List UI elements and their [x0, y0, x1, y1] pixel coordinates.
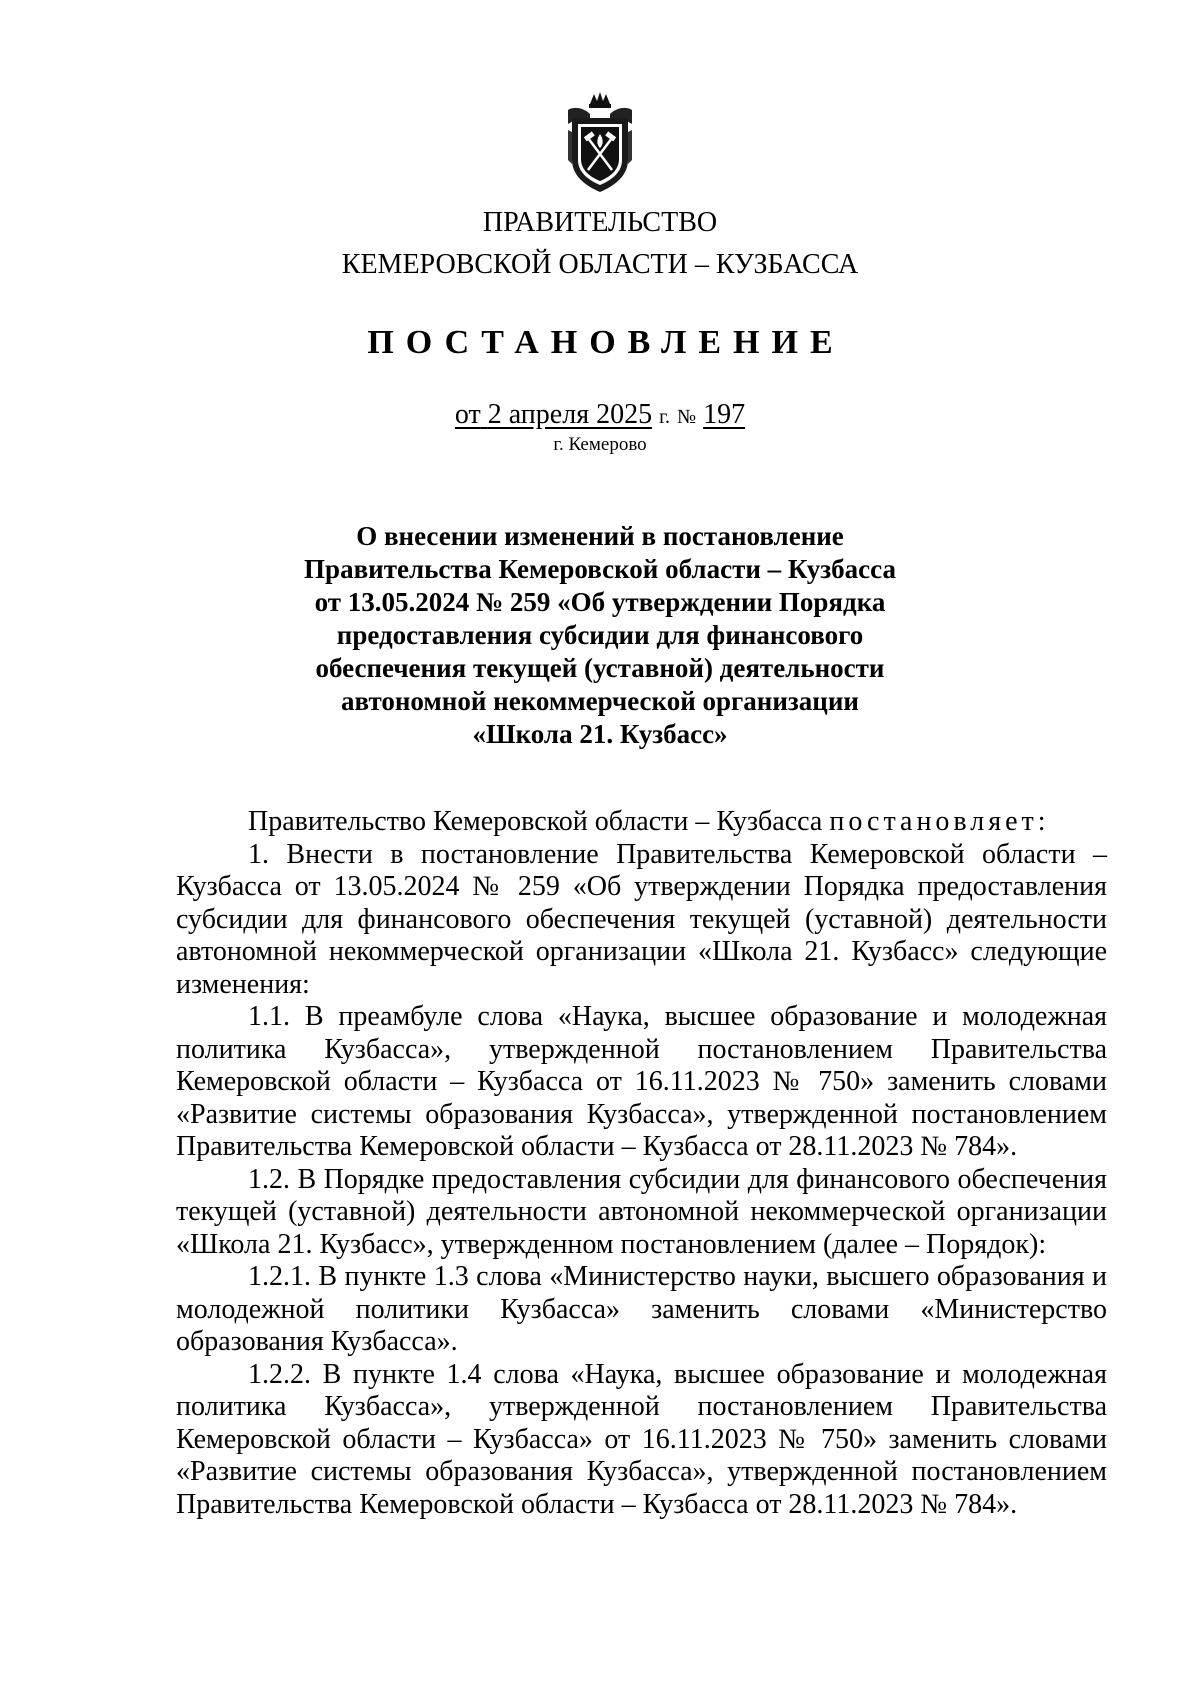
coat-of-arms-icon	[564, 90, 636, 194]
title-line: предоставления субсидии для финансового	[336, 620, 864, 650]
government-name-line2: КЕМЕРОВСКОЙ ОБЛАСТИ – КУЗБАССА	[341, 249, 859, 280]
title-line: от 13.05.2024 № 259 «Об утверждении Порядка	[314, 587, 886, 617]
city-label: г. Кемерово	[553, 434, 647, 455]
document-body	[176, 806, 1107, 1521]
intro-text: Правительство Кемеровской области – Кузбасса	[248, 806, 830, 837]
number-sign: №	[677, 406, 697, 428]
document-type-heading: ПОСТАНОВЛЕНИЕ	[367, 324, 845, 361]
title-line: автономной некоммерческой организации	[341, 686, 859, 716]
title-line: «Школа 21. Кузбасс»	[472, 719, 728, 749]
document-date: 2 апреля 2025	[487, 399, 653, 430]
paragraph-1-2-1: 1.2.1. В пункте 1.3 слова «Министерство науки, высшего образования и молодежной политики Кузбасса» заменить словами «Министерство образования Кузбасса».	[176, 1261, 1107, 1357]
year-suffix: г.	[659, 406, 671, 428]
title-line: Правительства Кемеровской области – Кузбасса	[304, 554, 896, 584]
paragraph-1: 1. Внести в постановление Правительства Кемеровской области – Кузбасса от 13.05.2024 № 259 «Об утверждении Порядка предоставления субсидии для финансового обеспечения текущей (уставной) деятельности автономной некоммерческой организации «Школа 21. Кузбасс» следующие изменения:	[176, 838, 1107, 1000]
document-title	[300, 520, 900, 751]
title-line: О внесении изменений в постановление	[356, 521, 844, 551]
date-number-line	[0, 398, 1200, 434]
government-name-line1: ПРАВИТЕЛЬСТВО	[482, 207, 718, 238]
document-number: 197	[703, 399, 746, 430]
paragraph-1-1: 1.1. В преамбуле слова «Наука, высшее образование и молодежная политика Кузбасса», утвержденной постановлением Правительства Кемеровской области – Кузбасса от 16.11.2023 № 750» заменить словами «Развитие системы образования Кузбасса», утвержденной постановлением Правительства Кемеровской области – Кузбасса от 28.11.2023 № 784».	[176, 1001, 1107, 1162]
date-prefix: от	[454, 399, 481, 430]
intro-paragraph	[176, 806, 1107, 839]
paragraph-1-2-2: 1.2.2. В пункте 1.4 слова «Наука, высшее образование и молодежная политика Кузбасса», утвержденной постановлением Правительства Кемеровской области – Кузбасса» от 16.11.2023 № 750» заменить словами «Развитие системы образования Кузбасса», утвержденной постановлением Правительства Кемеровской области – Кузбасса от 28.11.2023 № 784».	[176, 1358, 1107, 1520]
title-line: обеспечения текущей (уставной) деятельности	[315, 653, 885, 683]
intro-keyword: постановляет:	[829, 806, 1050, 837]
paragraph-1-2: 1.2. В Порядке предоставления субсидии для финансового обеспечения текущей (уставной) деятельности автономной некоммерческой организации «Школа 21. Кузбасс», утвержденном постановлением (далее – Порядок):	[176, 1163, 1107, 1260]
